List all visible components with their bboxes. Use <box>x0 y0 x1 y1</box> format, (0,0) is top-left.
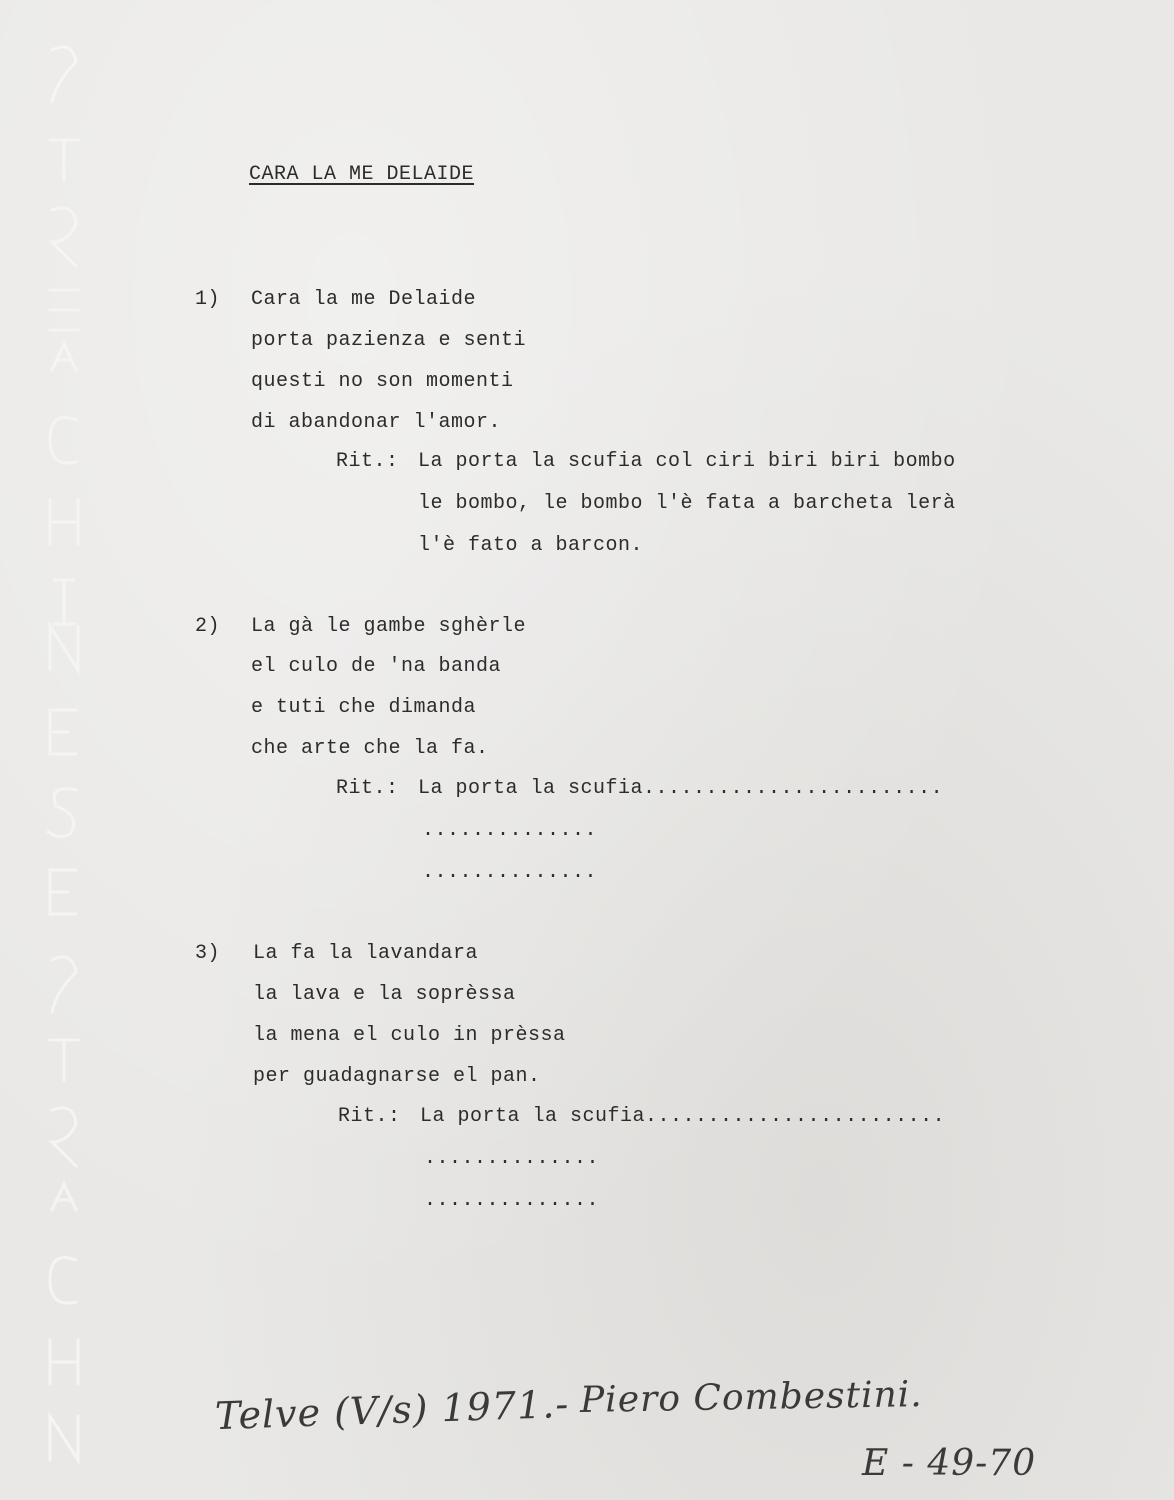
handwritten-place-date: Telve (V/s) 1971.- <box>214 1381 570 1439</box>
stanza-2-line-1: La gà le gambe sghèrle <box>251 615 527 638</box>
stanza-1-refrain-line-2: le bombo, le bombo l'è fata a barcheta lerà <box>418 492 956 515</box>
stanza-1-line-2: porta pazienza e senti <box>251 329 527 352</box>
stanza-1-number: 1) <box>195 288 221 311</box>
stanza-3-refrain-line-3: .............. <box>424 1189 600 1212</box>
handwritten-catalog-number: E - 49-70 <box>862 1443 1037 1484</box>
stanza-1-refrain-label: Rit.: <box>336 450 399 473</box>
stanza-3-refrain-line-1: La porta la scufia........................ <box>420 1105 946 1128</box>
embossed-stamp-icon <box>40 30 90 1480</box>
stanza-1-refrain-line-3: l'è fato a barcon. <box>418 534 644 557</box>
stanza-2-refrain-line-1: La porta la scufia........................ <box>418 777 944 800</box>
stanza-2-line-2: el culo de 'na banda <box>251 655 502 678</box>
stanza-1-line-3: questi no son momenti <box>251 370 514 393</box>
stanza-1-line-1: Cara la me Delaide <box>251 288 477 311</box>
song-title: CARA LA ME DELAIDE <box>249 163 475 186</box>
stanza-1-refrain-line-1: La porta la scufia col ciri biri biri bombo <box>418 450 956 473</box>
stanza-3-line-1: La fa la lavandara <box>253 942 479 965</box>
stanza-3-refrain-line-2: .............. <box>424 1147 600 1170</box>
handwritten-informant-name: Piero Combestini. <box>579 1374 923 1421</box>
stanza-2-line-3: e tuti che dimanda <box>251 696 477 719</box>
stanza-2-refrain-line-3: .............. <box>422 861 598 884</box>
stanza-3-line-2: la lava e la soprèssa <box>253 983 516 1006</box>
stanza-3-number: 3) <box>195 942 221 965</box>
stanza-2-number: 2) <box>195 615 221 638</box>
stanza-1-line-4: di abandonar l'amor. <box>251 411 502 434</box>
stanza-2-line-4: che arte che la fa. <box>251 737 489 760</box>
stanza-2-refrain-line-2: .............. <box>422 819 598 842</box>
stanza-3-line-3: la mena el culo in prèssa <box>253 1024 566 1047</box>
embossed-stamp-strip <box>40 30 90 1480</box>
stanza-3-line-4: per guadagnarse el pan. <box>253 1065 541 1088</box>
stanza-2-refrain-label: Rit.: <box>336 777 399 800</box>
stanza-3-refrain-label: Rit.: <box>338 1105 401 1128</box>
